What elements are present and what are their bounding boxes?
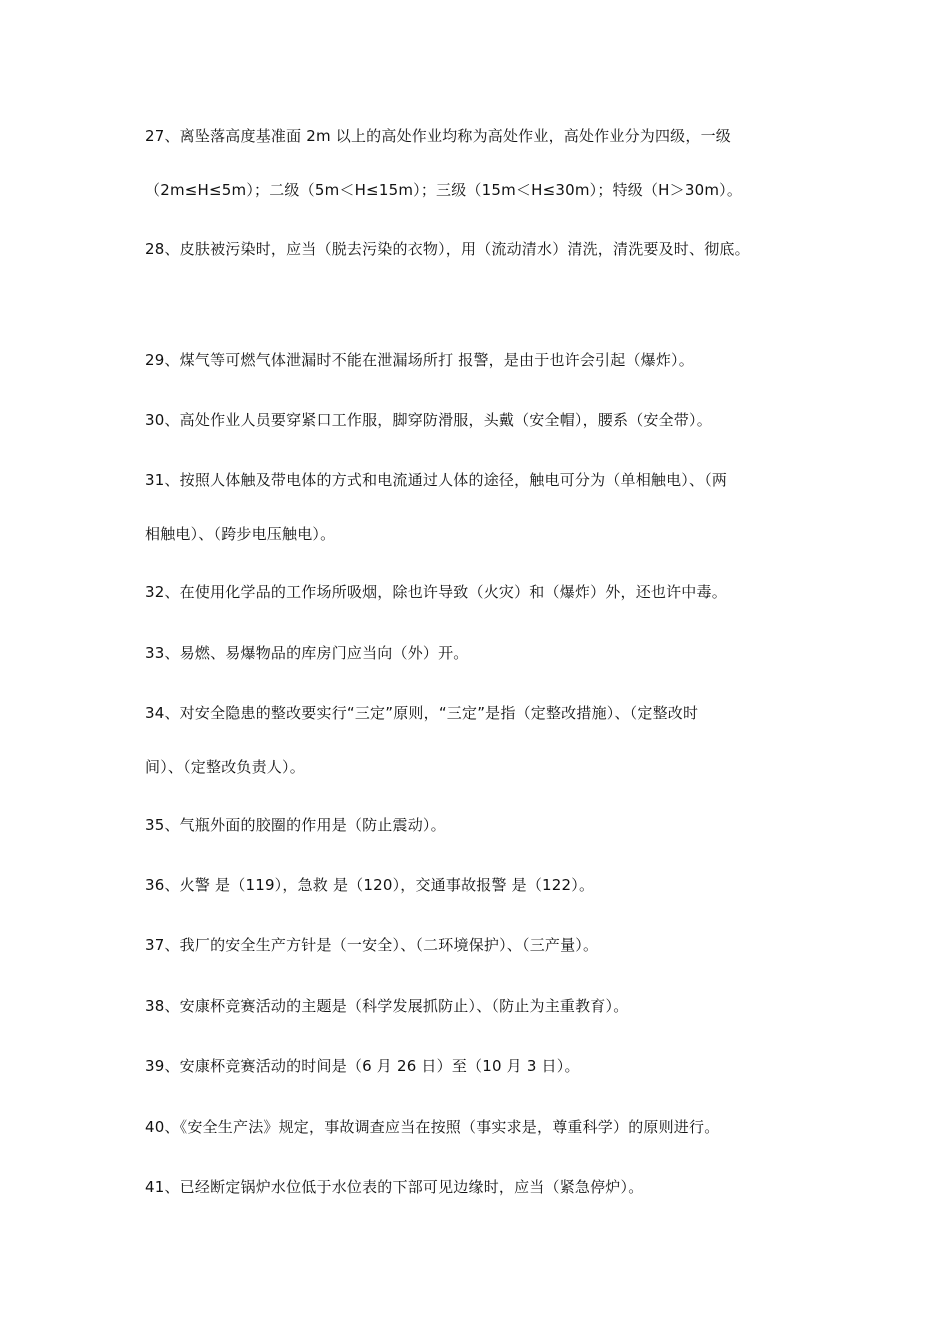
text-line: 相触电）、（跨步电压触电）。 (145, 525, 336, 543)
text-line: 31、按照人体触及带电体的方式和电流通过人体的途径，触电可分为（单相触电）、（两 (145, 471, 728, 489)
text-line: 32、在使用化学品的工作场所吸烟，除也许导致（火灾）和（爆炸）外，还也许中毒。 (145, 583, 727, 601)
text-line: 29、煤气等可燃气体泄漏时不能在泄漏场所打 报警，是由于也许会引起（爆炸）。 (145, 351, 694, 369)
text-line: （2m≤H≤5m）；二级（5m＜H≤15m）；三级（15m＜H≤30m）；特级（H＞30m）。 (145, 181, 743, 199)
text-line: 38、安康杯竞赛活动的主题是（科学发展抓防止）、（防止为主重教育）。 (145, 997, 629, 1015)
text-line: 30、高处作业人员要穿紧口工作服，脚穿防滑服，头戴（安全帽），腰系（安全带）。 (145, 411, 712, 429)
text-line: 37、我厂的安全生产方针是（一安全）、（二环境保护）、（三产量）。 (145, 936, 599, 954)
text-line: 41、已经断定锅炉水位低于水位表的下部可见边缘时，应当（紧急停炉）。 (145, 1178, 644, 1196)
text-line: 40、《安全生产法》规定，事故调查应当在按照（事实求是，尊重科学）的原则进行。 (145, 1118, 720, 1136)
text-line: 间）、（定整改负责人）。 (145, 758, 305, 776)
text-line: 27、离坠落高度基准面 2m 以上的高处作业均称为高处作业，高处作业分为四级，一级 (145, 127, 731, 145)
text-line: 36、火警 是（119），急救 是（120），交通事故报警 是（122）。 (145, 876, 595, 894)
text-line: 34、对安全隐患的整改要实行“三定”原则，“三定”是指（定整改措施）、（定整改时 (145, 704, 699, 722)
text-line: 39、安康杯竞赛活动的时间是（6 月 26 日）至（10 月 3 日）。 (145, 1057, 580, 1075)
text-line: 33、易燃、易爆物品的库房门应当向（外）开。 (145, 644, 469, 662)
text-line: 35、气瓶外面的胶圈的作用是（防止震动）。 (145, 816, 446, 834)
text-line: 28、皮肤被污染时，应当（脱去污染的衣物），用（流动清水）清洗，清洗要及时、彻底。 (145, 240, 750, 258)
